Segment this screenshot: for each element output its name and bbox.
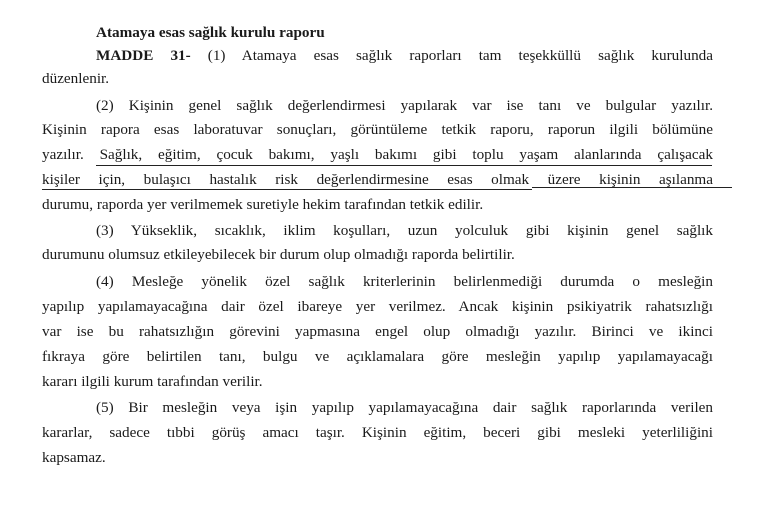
paragraph-line: yapılıp yapılamayacağına dair özel ibareye yer verilmez. Ancak kişinin psikiyatrik rahatsızlığı — [42, 298, 713, 315]
paragraph-line: yazılır. Sağlık, eğitim, çocuk bakımı, yaşlı bakımı gibi toplu yaşam alanlarında çalışacak — [42, 146, 713, 163]
paragraph-line: (4) Mesleğe yönelik özel sağlık kriterlerinin belirlenmediği durumda o mesleğin — [96, 273, 713, 290]
paragraph-line: kararlar, sadece tıbbi görüş amacı taşır. Kişinin eğitim, beceri gibi mesleki yeterliliğini — [42, 424, 713, 441]
underline-mark — [42, 189, 532, 190]
paragraph-line: (3) Yükseklik, sıcaklık, iklim koşulları, uzun yolculuk gibi kişinin genel sağlık — [96, 222, 713, 239]
paragraph-line: durumu, raporda yer verilmemek suretiyle hekim tarafından tetkik edilir. — [42, 196, 484, 213]
underline-mark — [96, 165, 712, 166]
paragraph-line: durumunu olumsuz etkileyebilecek bir durum olup olmadığı raporda belirtilir. — [42, 246, 515, 263]
section-heading: Atamaya esas sağlık kurulu raporu — [96, 24, 325, 41]
paragraph-line: kişiler için, bulaşıcı hastalık risk değerlendirmesine esas olmak üzere kişinin aşılanma — [42, 171, 713, 188]
paragraph-line: kararı ilgili kurum tarafından verilir. — [42, 373, 263, 390]
paragraph-line: fıkraya göre belirtilen tanı, bulgu ve açıklamalara göre mesleğin yapılıp yapılamayacağı — [42, 348, 713, 365]
paragraph-line — [96, 46, 713, 66]
paragraph-line: var ise bu rahatsızlığın görevini yapmasına engel olup olmadığı yazılır. Birinci ve ikinci — [42, 323, 713, 340]
paragraph-line: (5) Bir mesleğin veya işin yapılıp yapılamayacağına dair sağlık raporlarında verilen — [96, 399, 713, 416]
paragraph-text: (1) Atamaya esas sağlık raporları tam teşekküllü sağlık kurulunda — [190, 47, 713, 64]
article-label: MADDE 31- — [96, 47, 191, 64]
paragraph-line: düzenlenir. — [42, 70, 110, 87]
paragraph-line: Kişinin rapora esas laboratuvar sonuçları, görüntüleme tetkik raporu, raporun ilgili bölümüne — [42, 121, 713, 138]
underline-mark — [532, 187, 732, 188]
paragraph-line: kapsamaz. — [42, 449, 106, 466]
paragraph-line: (2) Kişinin genel sağlık değerlendirmesi yapılarak var ise tanı ve bulgular yazılır. — [96, 97, 713, 114]
